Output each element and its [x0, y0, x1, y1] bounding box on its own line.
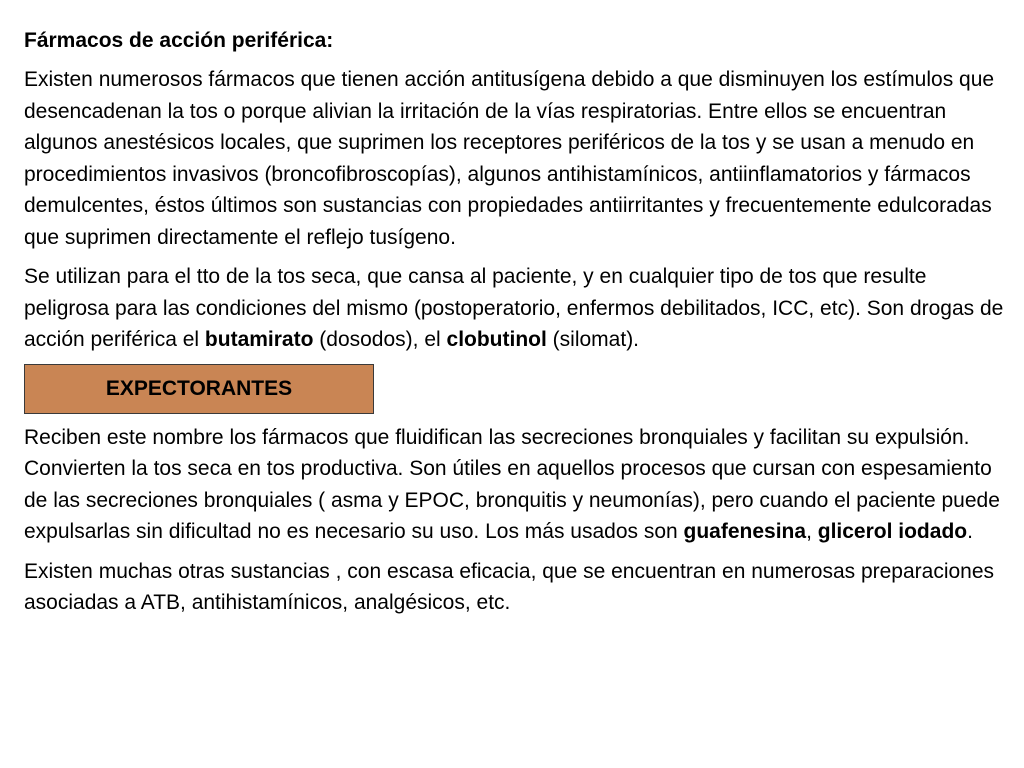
drug-name-butamirato: butamirato [204, 328, 314, 351]
paragraph-peripheral-drugs: Existen numerosos fármacos que tienen acción antitusígena debido a que disminuyen los estímulos que desencadenan la tos o porque alivian la irritación de la vías respiratorias. Entre ellos se encuentran algunos anestésicos locales, que suprimen los receptores periféricos de la tos y se usan a menudo en procedimientos invasivos (broncofibroscopías), algunos antihistamínicos, antiinflamatorios y fármacos demulcentes, éstos últimos son sustancias con propiedades antiirritantes y frecuentemente edulcoradas que suprimen directamente el reflejo tusígeno. [24, 68, 995, 249]
paragraph-expectorants [24, 422, 1004, 548]
text-span: (dosodos), el [313, 328, 447, 351]
drug-name-clobutinol: clobutinol [446, 328, 547, 351]
paragraph-dry-cough-usage [24, 261, 1004, 356]
text-span: . [967, 520, 973, 543]
text-span: (silomat). [546, 328, 640, 351]
expectorantes-section-label: EXPECTORANTES [24, 364, 374, 414]
paragraph-other-substances: Existen muchas otras sustancias , con escasa eficacia, que se encuentran en numerosas preparaciones asociadas a ATB, antihistamínicos, analgésicos, etc. [24, 559, 995, 614]
drug-name-glicerol-iodado: glicerol iodado [817, 520, 968, 543]
section-heading: Fármacos de acción periférica: [24, 29, 334, 52]
text-span: , [806, 520, 818, 543]
text-span: Se utilizan para el tto de la tos seca, que cansa al paciente, y en cualquier tipo de tos que resulte peligrosa para las condiciones del mismo (postoperatorio, enfermos debilitados, ICC, etc). Son drogas de acción periférica el [24, 265, 1004, 351]
drug-name-guafenesina: guafenesina [683, 520, 807, 543]
slide-content [24, 26, 1004, 627]
text-span: Reciben este nombre los fármacos que fluidifican las secreciones bronquiales y facilitan su expulsión. Convierten la tos seca en tos productiva. Son útiles en aquellos procesos que cursan con espesamiento de las secreciones bronquiales ( asma y EPOC, bronquitis y neumonías), pero cuando el paciente puede expulsarlas sin dificultad no es necesario su uso. Los más usados son [24, 425, 1000, 543]
